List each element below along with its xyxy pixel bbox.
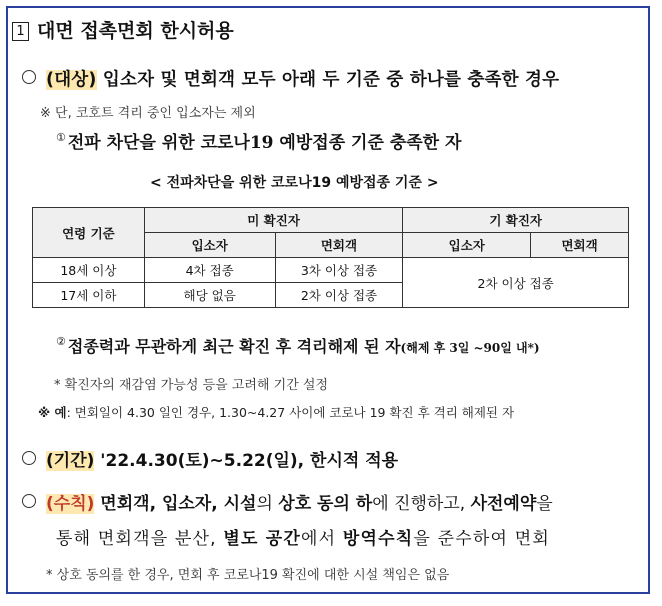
sub-header-resident: 입소자 [144, 233, 275, 258]
confirmed-cell: 2차 이상 접종 [403, 258, 629, 308]
criterion-2-suffix: (해제 후 3일 ~90일 내*) [400, 341, 540, 355]
example-label: ※ 예 [38, 405, 67, 420]
table-row [33, 258, 629, 283]
rules-line-2 [56, 524, 550, 549]
liability-note: * 상호 동의를 한 경우, 면회 후 코로나19 확진에 대한 시설 책임은 없음 [46, 568, 450, 583]
circle-bullet-icon [22, 70, 36, 84]
criterion-1-text: 전파 차단을 위한 코로나19 예방접종 기준 충족한 자 [67, 133, 462, 153]
age-header: 연령 기준 [33, 208, 145, 258]
period-tag: (기간) [46, 451, 95, 471]
table-cell: 17세 이하 [33, 283, 145, 308]
target-text: 입소자 및 면회객 모두 아래 두 기준 중 하나를 충족한 경우 [96, 70, 560, 90]
rules-tag: (수칙) [46, 494, 95, 514]
section-number-box: 1 [12, 22, 29, 41]
target-tag: (대상) [46, 70, 97, 90]
period-bullet [22, 446, 398, 471]
rules-text: 방역수칙 [342, 529, 414, 549]
table-cell: 2차 이상 접종 [275, 283, 403, 308]
circle-bullet-icon [22, 451, 36, 465]
example-note [38, 403, 514, 421]
criterion-2-marker: ② [56, 335, 66, 348]
rules-text: 을 [536, 494, 553, 514]
criterion-2-text: 접종력과 무관하게 최근 확진 후 격리해제 된 자 [67, 337, 401, 356]
reinfection-note: * 확진자의 재감염 가능성 등을 고려해 기간 설정 [54, 378, 329, 393]
table-cell: 18세 이상 [33, 258, 145, 283]
sub-header-resident: 입소자 [403, 233, 531, 258]
rules-text: 면회객, 입소자, 시설 [94, 494, 257, 514]
sub-header-visitor: 면회객 [275, 233, 403, 258]
rules-text: 을 준수하여 면회 [413, 529, 550, 549]
section-title-text: 대면 접촉면회 한시허용 [37, 20, 234, 42]
criterion-2 [56, 334, 540, 357]
confirmed-header: 기 확진자 [403, 208, 629, 233]
cohort-exclusion-note: ※ 단, 코호트 격리 중인 입소자는 제외 [40, 106, 256, 121]
rules-text: 상호 동의 하 [278, 494, 373, 514]
table-caption: < 전파차단을 위한 코로나19 예방접종 기준 > [150, 175, 439, 191]
target-bullet [22, 66, 559, 91]
sub-header-visitor: 면회객 [531, 233, 629, 258]
unconfirmed-header: 미 확진자 [144, 208, 403, 233]
vaccination-criteria-table [32, 207, 629, 308]
table-cell: 3차 이상 접종 [275, 258, 403, 283]
rules-bullet [22, 489, 553, 514]
table-cell: 해당 없음 [144, 283, 275, 308]
period-text: '22.4.30(토)~5.22(일), 한시적 적용 [94, 451, 399, 471]
rules-text: 통해 면회객을 분산, [56, 529, 224, 549]
rules-text: 에서 [301, 529, 343, 549]
rules-text: 의 [256, 494, 279, 514]
rules-text: 별도 공간 [223, 529, 302, 549]
example-text: : 면회일이 4.30 일인 경우, 1.30~4.27 사이에 코로나 19 확진 후 격리 해제된 자 [66, 405, 515, 420]
criterion-1-marker: ① [56, 131, 66, 144]
rules-text: 에 진행하고, [372, 494, 471, 514]
table-cell: 4차 접종 [144, 258, 275, 283]
criterion-1 [56, 128, 461, 153]
rules-text: 사전예약 [470, 494, 537, 514]
circle-bullet-icon [22, 494, 36, 508]
section-title [12, 16, 234, 43]
